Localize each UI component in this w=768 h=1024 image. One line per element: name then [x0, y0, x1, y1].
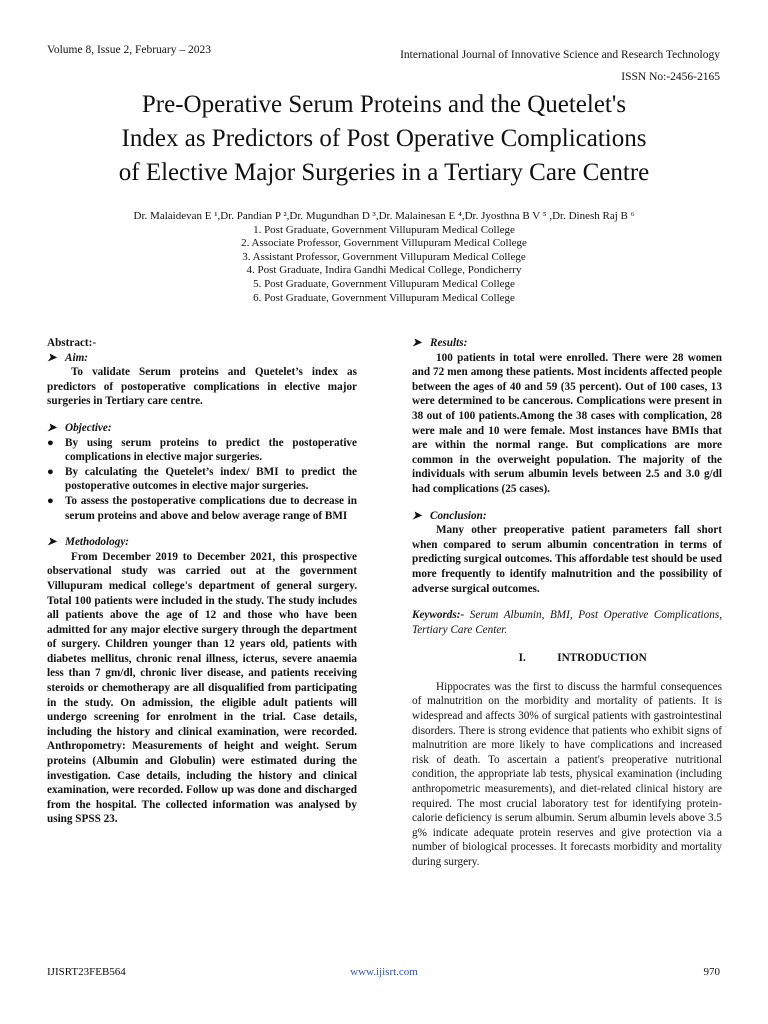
footer-website-link[interactable]: www.ijisrt.com [350, 966, 418, 978]
abstract-label: Abstract:- [47, 337, 97, 349]
page-number: 970 [703, 966, 720, 978]
keywords-text: Serum Albumin, BMI, Post Operative Complications, Tertiary Care Center. [412, 609, 722, 636]
affiliation: 6. Post Graduate, Government Villupuram Medical College [253, 291, 515, 304]
footer-paper-id: IJISRT23FEB564 [47, 966, 126, 978]
arrow-icon: ➤ [412, 509, 422, 522]
section-number: I. [518, 652, 526, 665]
journal-volume: Volume 8, Issue 2, February – 2023 [47, 44, 211, 56]
objective-list [47, 436, 357, 524]
list-item: ● To assess the postoperative complications due to decrease in serum proteins and above and below average range of BMI [47, 494, 357, 522]
title-line: of Elective Major Surgeries in a Tertiary Care Centre [118, 159, 650, 186]
section-title: INTRODUCTION [557, 652, 647, 665]
author-list: Dr. Malaidevan E ¹,Dr. Pandian P ²,Dr. Mugundhan D ³,Dr. Malainesan E ⁴,Dr. Jyosthna B V ⁵ ,Dr. Dinesh Raj B ⁶ [133, 210, 635, 222]
journal-header [400, 44, 720, 88]
arrow-icon: ➤ [47, 351, 57, 364]
affiliation: 1. Post Graduate, Government Villupuram Medical College [253, 223, 515, 236]
objective-heading: ➤ Objective: [47, 421, 112, 434]
results-text: 100 patients in total were enrolled. There were 28 women and 72 men among these patients. Most incidents affected people between the ages of 40 and 59 (35 percent). Out of 100 cases, 13 were determined to be cancerous. Complications were present in 38 out of 100 patients.Among the 38 cases with complication, 28 were male and 10 were female. Most instances have BMIs that are within the normal range. But complications are more common in the overweight population. The majority of the individuals with serum albumin levels between 2.5 and 3.0 g/dl had complications (25 cases). [412, 351, 722, 495]
affiliation: 2. Associate Professor, Government Villupuram Medical College [241, 237, 527, 250]
journal-issn: ISSN No:-2456-2165 [621, 71, 720, 83]
title-line: Index as Predictors of Post Operative Complications [121, 125, 647, 152]
list-item: ● By using serum proteins to predict the postoperative complications in elective major surgeries. [47, 436, 357, 464]
arrow-icon: ➤ [412, 337, 422, 349]
author-block [40, 210, 728, 305]
aim-text: To validate Serum proteins and Quetelet’s index as predictors of postoperative complications in elective major surgeries in Tertiary care centre. [47, 366, 357, 408]
keywords-label: Keywords:- [412, 609, 465, 622]
list-item: ● By calculating the Quetelet’s index/ BMI to predict the postoperative outcomes in elective major surgeries. [47, 465, 357, 493]
bullet-icon: ● [47, 465, 54, 478]
right-column [412, 336, 722, 870]
affiliation: 3. Assistant Professor, Government Villupuram Medical College [242, 250, 526, 263]
keywords [412, 608, 722, 637]
methodology-text: From December 2019 to December 2021, this prospective observational study was carried out at the government Villupuram medical college's department of general surgery. Total 100 patients were included in the study. The study includes all patients above the age of 12 and those who have been admitted for any major elective surgery through the department of surgery. Children younger than 12 years old, patients with diabetes mellitus, chronic renal illness, icterus, severe anaemia less than 7 gm/dl, chronic liver disease, and patients receiving steroids or chemotherapy are all disqualified from participating in the study. On admission, the eligible adult patients will undergo screening for enrolment in the trial. Case details, including the history and clinical examination, were recorded. Anthropometry: Measurements of height and weight. Serum proteins (Albumin and Globulin) were estimated during the investigation. Case details, including the history and clinical examination, were recorded. Follow up was done and discharged from the hospital. The collected information was analysed by using SPSS 23. [47, 550, 357, 826]
introduction-text: Hippocrates was the first to discuss the harmful consequences of malnutrition on the morbidity and mortality of patients. It is widespread and affects 30% of surgical patients with gastrointestinal disorders. There is strong evidence that patients who exhibit signs of malnutrition are more likely to have complications and increased risk of death. To ascertain a patient's preoperative nutritional condition, the appropriate lab tests, physical examination (including anthropometric measurements), and diet-related clinical history are required. The most crucial laboratory test for identifying protein-calorie deficiency is serum albumin. Serum albumin levels above 3.5 g% indicate adequate protein reserves and give protection via a number of biological processes. It forecasts morbidity and mortality during surgery. [412, 680, 722, 868]
conclusion-heading: ➤ Conclusion: [412, 509, 487, 522]
arrow-icon: ➤ [47, 421, 57, 434]
methodology-heading: ➤ Methodology: [47, 536, 130, 549]
results-heading: ➤ Results: [412, 337, 468, 349]
arrow-icon: ➤ [47, 536, 57, 549]
section-heading [412, 651, 722, 666]
title-line: Pre-Operative Serum Proteins and the Quetelet's [141, 91, 627, 118]
conclusion-text: Many other preoperative patient parameters fall short when compared to serum albumin concentration in terms of predicting surgical outcomes. This affordable test should be used more frequently to identify malnutrition and the possibility of adverse surgical outcomes. [412, 524, 722, 595]
paper-title [30, 88, 738, 190]
aim-heading: ➤ Aim: [47, 351, 88, 364]
bullet-icon: ● [47, 494, 54, 507]
bullet-icon: ● [47, 436, 54, 449]
affiliation: 4. Post Graduate, Indira Gandhi Medical College, Pondicherry [246, 264, 522, 277]
left-column [47, 336, 357, 827]
affiliation: 5. Post Graduate, Government Villupuram Medical College [253, 277, 515, 290]
journal-name: International Journal of Innovative Science and Research Technology [400, 49, 720, 61]
